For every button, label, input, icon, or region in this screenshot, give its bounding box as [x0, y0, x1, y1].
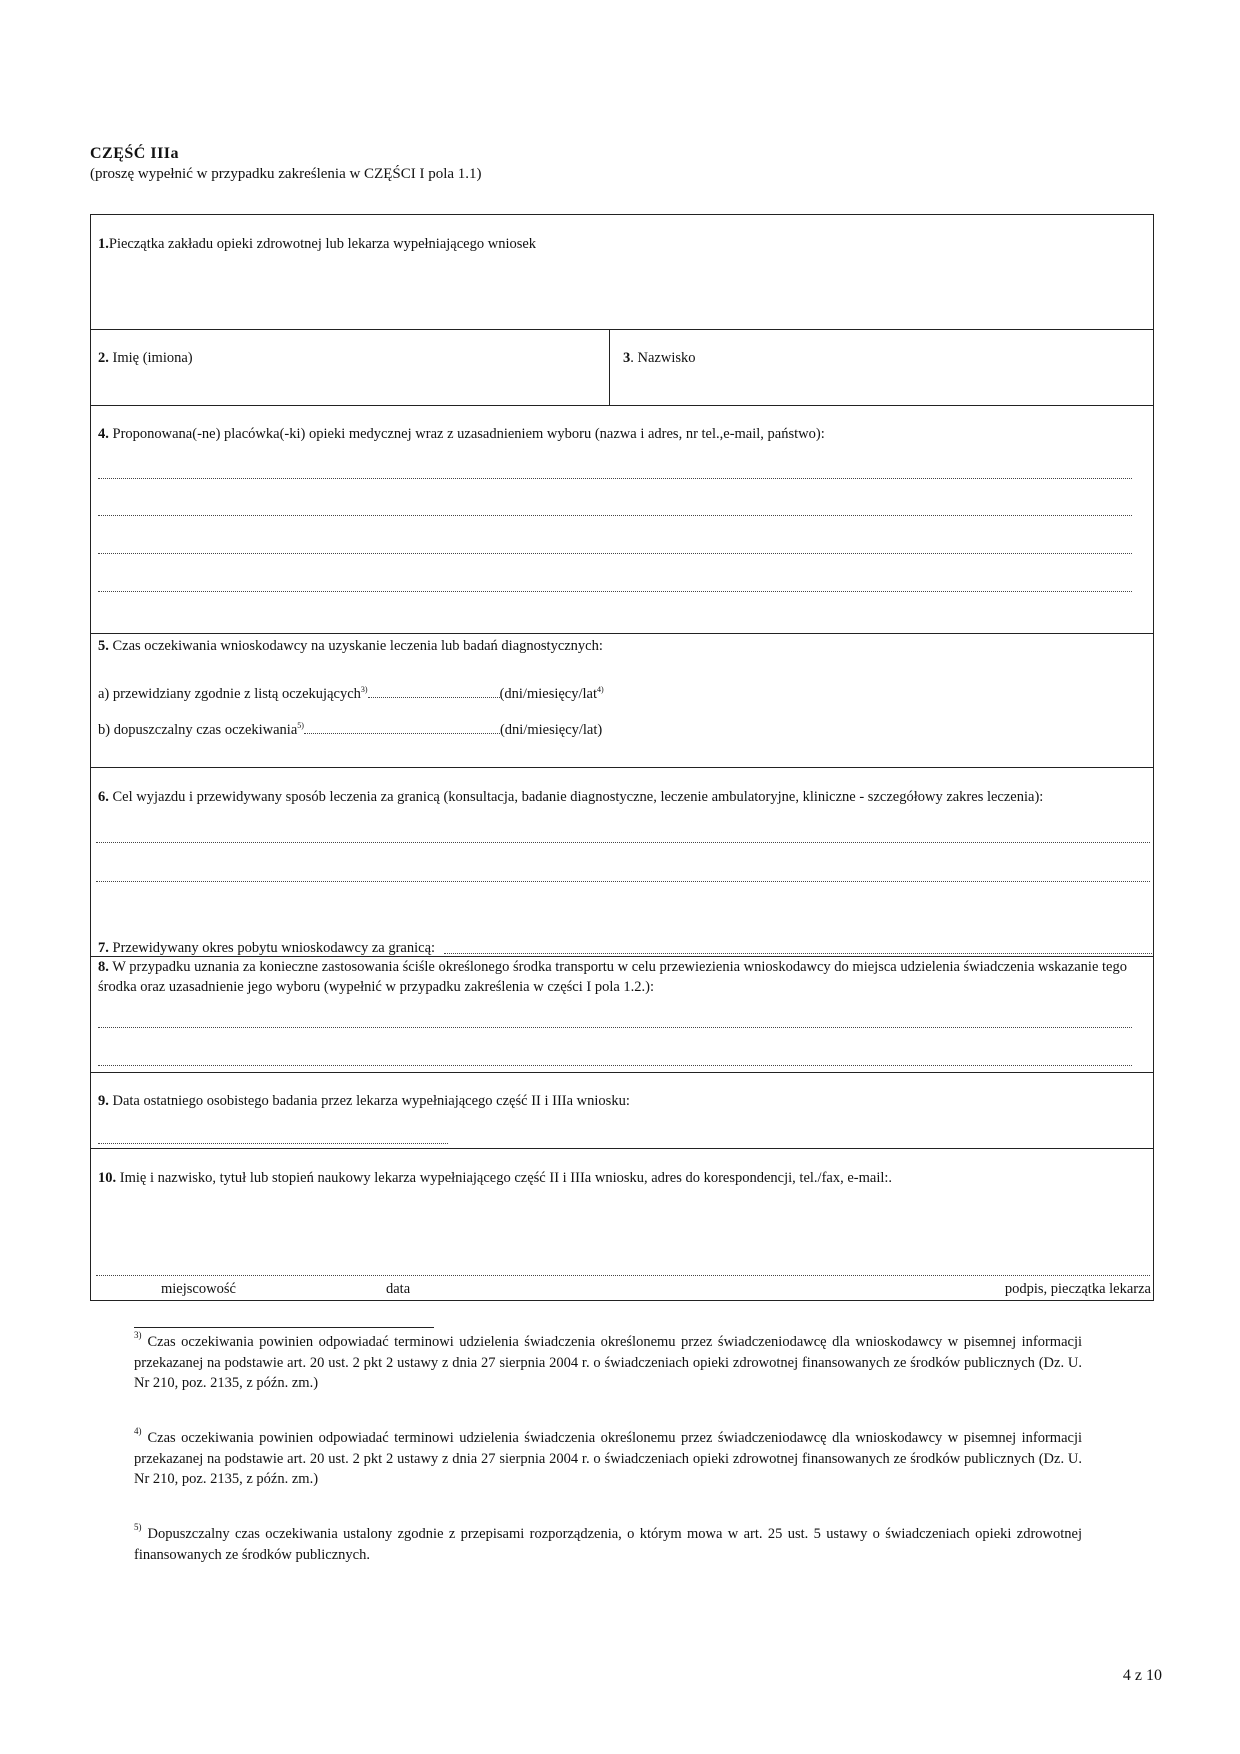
field-5b-text: b) dopuszczalny czas oczekiwania: [98, 722, 298, 738]
field-6-label: [98, 787, 1043, 807]
field-1-text: Pieczątka zakładu opieki zdrowotnej lub lekarza wypełniającego wniosek: [108, 236, 537, 252]
field-8-line-1[interactable]: [98, 1027, 1132, 1028]
field-5-number: 5.: [98, 638, 109, 654]
field-5a-unit: (dni/miesięcy/lat: [499, 686, 598, 702]
field-3-number: 3: [623, 350, 631, 366]
footnote-ref-5: 5): [297, 721, 304, 731]
date-label: data: [386, 1281, 411, 1297]
field-4-number: 4.: [98, 426, 109, 442]
field-8-label: [98, 957, 1148, 997]
footnote-4: [134, 1428, 1082, 1489]
field-5-label: [98, 636, 603, 656]
field-5a-row: [98, 684, 604, 704]
field-2-number: 2.: [98, 350, 109, 366]
field-7-number: 7.: [98, 940, 109, 956]
column-divider: [609, 329, 610, 405]
field-9-number: 9.: [98, 1093, 109, 1109]
footnote-3-number: 3): [134, 1330, 142, 1340]
field-2-text: Imię (imiona): [108, 350, 193, 366]
footnote-5: [134, 1524, 1082, 1565]
field-8-line-2[interactable]: [98, 1065, 1132, 1066]
footnote-3-text: Czas oczekiwania powinien odpowiadać terminowi udzielenia świadczenia określonemu przez świadczeniodawcę dla wnioskodawcy w pisemnej informacji przekazanej na podstawie art. 20 ust. 2 pkt 2 ustawy z dnia 27 sierpnia 2004 r. o świadczeniach opieki zdrowotnej finansowanych ze środków publicznych (Dz. U. Nr 210, poz. 2135, z późn. zm.): [134, 1334, 1082, 1391]
field-5b-row: [98, 720, 602, 740]
field-1-number: 1.: [98, 236, 109, 252]
field-9-text: Data ostatniego osobistego badania przez lekarza wypełniającego część II i IIIa wniosku:: [108, 1093, 630, 1109]
field-1-label: [98, 234, 536, 254]
footnote-ref-3: 3): [360, 685, 368, 695]
field-5b-input[interactable]: [304, 721, 500, 734]
field-4-label: [98, 424, 825, 444]
field-7-input[interactable]: [444, 953, 1152, 954]
divider: [91, 767, 1153, 768]
field-7-text: Przewidywany okres pobytu wnioskodawcy za granicą:: [108, 940, 436, 956]
field-10-text: Imię i nazwisko, tytuł lub stopień naukowy lekarza wypełniającego część II i IIIa wniosku, adres do korespondencji, tel./fax, e-mail:.: [116, 1170, 893, 1186]
field-5a-text: a) przewidziany zgodnie z listą oczekujących: [98, 686, 361, 702]
field-8-number: 8.: [98, 959, 109, 975]
footnote-5-number: 5): [134, 1522, 142, 1532]
field-4-line-4[interactable]: [98, 591, 1132, 592]
field-3-label: [623, 348, 696, 368]
footnote-3: [134, 1332, 1082, 1393]
divider: [91, 633, 1153, 634]
field-5-text: Czas oczekiwania wnioskodawcy na uzyskanie leczenia lub badań diagnostycznych:: [108, 638, 603, 654]
field-6-text: Cel wyjazdu i przewidywany sposób leczenia za granicą (konsultacja, badanie diagnostyczne, leczenie ambulatoryjne, kliniczne - szczegółowy zakres leczenia):: [108, 789, 1044, 805]
field-7-label: [98, 938, 435, 958]
footnote-separator: [134, 1327, 434, 1328]
field-4-line-3[interactable]: [98, 553, 1132, 554]
field-6-line-1[interactable]: [96, 842, 1150, 843]
section-subtitle: (proszę wypełnić w przypadku zakreślenia w CZĘŚCI I pola 1.1): [90, 166, 482, 182]
section-title: CZĘŚĆ IIIa: [90, 145, 180, 162]
field-6-line-2[interactable]: [96, 881, 1150, 882]
field-5a-input[interactable]: [368, 685, 500, 698]
footnote-4-text: Czas oczekiwania powinien odpowiadać terminowi udzielenia świadczenia określonemu przez świadczeniodawcę dla wnioskodawcy w pisemnej informacji przekazanej na podstawie art. 20 ust. 2 pkt 2 ustawy z dnia 27 sierpnia 2004 r. o świadczeniach opieki zdrowotnej finansowanych ze środków publicznych (Dz. U. Nr 210, poz. 2135, z późn. zm.): [134, 1430, 1082, 1487]
field-4-line-1[interactable]: [98, 478, 1132, 479]
signature-label: podpis, pieczątka lekarza: [1004, 1281, 1151, 1297]
footnote-4-number: 4): [134, 1426, 142, 1436]
application-form: [90, 214, 1154, 1301]
divider: [91, 1072, 1153, 1073]
field-8-text: W przypadku uznania za konieczne zastosowania ściśle określonego środka transportu w celu przewiezienia wnioskodawcy do miejsca udzielenia świadczenia wskazanie tego środka oraz uzasadnienie jego wyboru (wypełnić w przypadku zakreślenia w części I pola 1.2.):: [98, 959, 1127, 995]
field-6-number: 6.: [98, 789, 109, 805]
field-4-line-2[interactable]: [98, 515, 1132, 516]
divider: [91, 405, 1153, 406]
field-10-number: 10.: [98, 1170, 117, 1186]
field-10-signature-line[interactable]: [96, 1275, 1150, 1276]
footnote-ref-4: 4): [597, 685, 604, 695]
footnote-5-text: Dopuszczalny czas oczekiwania ustalony zgodnie z przepisami rozporządzenia, o którym mowa w art. 25 ust. 5 ustawy o świadczeniach opieki zdrowotnej finansowanych ze środków publicznych.: [134, 1526, 1082, 1563]
place-label: miejscowość: [161, 1281, 236, 1297]
divider: [91, 1148, 1153, 1149]
field-5b-unit: (dni/miesięcy/lat): [499, 722, 603, 738]
field-3-text: . Nazwisko: [630, 350, 696, 366]
field-9-label: [98, 1091, 630, 1111]
field-10-label: [98, 1168, 892, 1188]
field-9-input[interactable]: [98, 1143, 448, 1144]
page-number: 4 z 10: [1122, 1667, 1162, 1684]
field-4-text: Proponowana(-ne) placówka(-ki) opieki medycznej wraz z uzasadnieniem wyboru (nazwa i adres, nr tel.,e-mail, państwo):: [108, 426, 825, 442]
divider: [91, 329, 1153, 330]
field-2-label: [98, 348, 193, 368]
